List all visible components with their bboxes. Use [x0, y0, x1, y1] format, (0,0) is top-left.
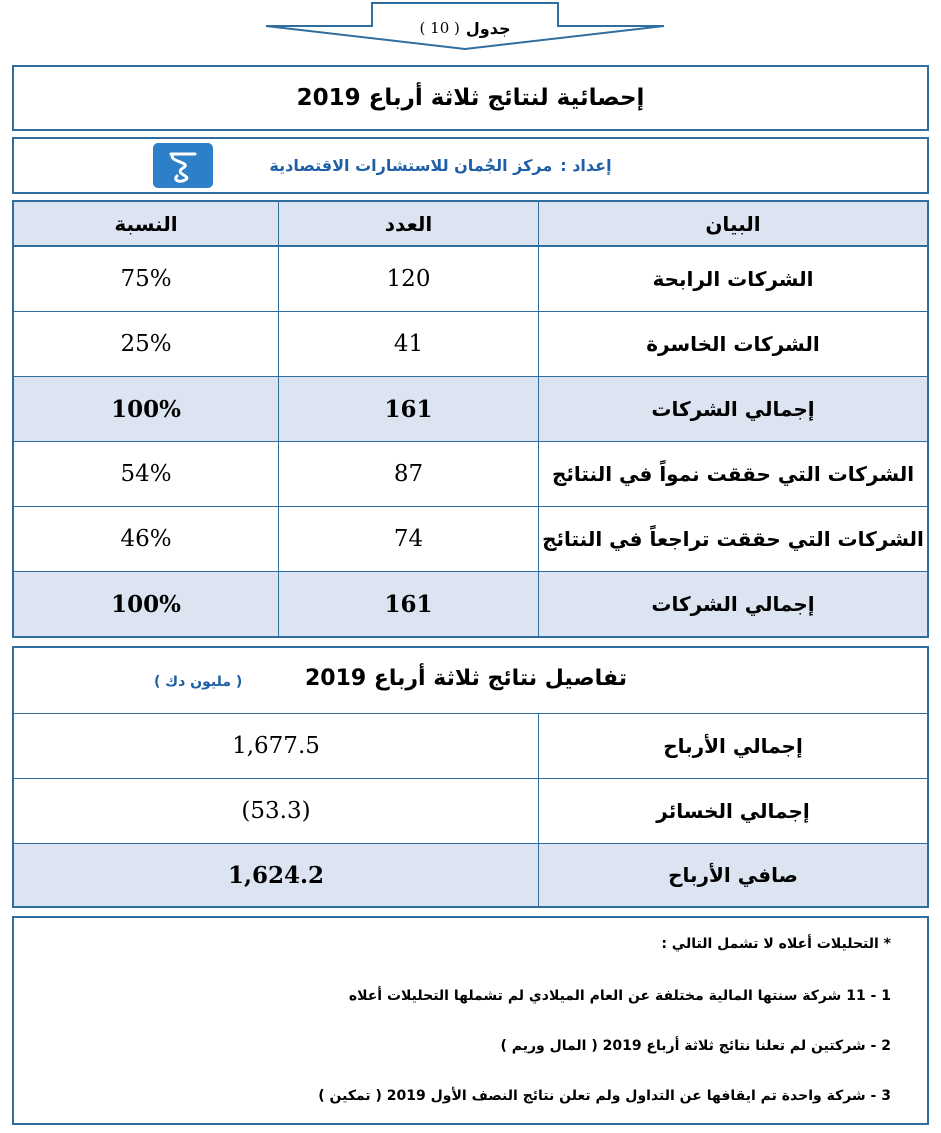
row-count-cell	[278, 571, 539, 637]
row-value: 1,624.2	[227, 861, 325, 889]
logo-mark-icon	[163, 148, 203, 184]
row-item: إجمالي الخسائر	[656, 799, 810, 823]
row-count-cell	[278, 506, 539, 572]
table-number-value: ( 10 )	[419, 19, 460, 37]
row-count-cell	[278, 246, 539, 312]
row-item: إجمالي الأرباح	[663, 734, 803, 758]
row-ratio: 25%	[120, 331, 172, 357]
table-row	[538, 311, 928, 377]
row-item: الشركات التي حققت نمواً في النتائج	[551, 462, 915, 486]
row-ratio-cell	[13, 376, 279, 442]
row-ratio: 46%	[120, 526, 172, 552]
table-row-total	[538, 571, 928, 637]
notes-box	[12, 916, 929, 1125]
header-ratio-label: النسبة	[114, 211, 178, 236]
logo	[153, 143, 213, 188]
table-row-total	[538, 843, 928, 907]
row-value-cell	[13, 778, 539, 844]
header-item	[538, 201, 928, 246]
table-row	[538, 441, 928, 507]
row-ratio-cell	[13, 506, 279, 572]
row-count: 161	[384, 590, 433, 618]
table-row	[538, 713, 928, 779]
row-count: 74	[393, 526, 424, 552]
row-ratio-cell	[13, 441, 279, 507]
stats-table	[12, 200, 929, 638]
row-count: 41	[393, 331, 424, 357]
header-item-label: البيان	[705, 211, 761, 236]
row-ratio: 54%	[120, 461, 172, 487]
credit-prefix: إعداد :	[560, 156, 612, 175]
details-title: تفاصيل نتائج ثلاثة أرباع 2019	[304, 666, 627, 691]
credit-box	[12, 137, 929, 194]
row-value-cell	[13, 843, 539, 907]
details-unit: ( مليون دك )	[154, 674, 243, 690]
note-item-2: 2 - شركتين لم تعلنا نتائج ثلاثة أرباع 2019 ( المال وريم )	[500, 1038, 891, 1054]
row-value: (53.3)	[241, 798, 311, 824]
table-row-total	[538, 376, 928, 442]
row-item: الشركات الرابحة	[652, 267, 814, 291]
row-count: 120	[386, 266, 431, 292]
notes-heading: * التحليلات أعلاه لا تشمل التالي :	[661, 936, 891, 952]
title-box	[12, 65, 929, 131]
row-item: إجمالي الشركات	[651, 397, 815, 421]
row-count-cell	[278, 311, 539, 377]
table-row	[538, 246, 928, 312]
note-item-1: 1 - 11 شركة سنتها المالية مختلفة عن العام الميلادي لم تشملها التحليلات أعلاه	[348, 988, 891, 1004]
row-value: 1,677.5	[232, 733, 320, 759]
row-item: صافي الأرباح	[668, 863, 798, 887]
row-item: إجمالي الشركات	[651, 592, 815, 616]
details-table	[12, 646, 929, 908]
table-number-label: جدول	[465, 18, 511, 38]
row-ratio-cell	[13, 311, 279, 377]
row-ratio: 75%	[120, 266, 172, 292]
table-row	[538, 778, 928, 844]
table-number-badge	[372, 14, 558, 42]
row-value-cell	[13, 713, 539, 779]
details-header	[13, 647, 928, 714]
header-count	[278, 201, 539, 246]
note-item-3: 3 - شركة واحدة تم ايقافها عن التداول ولم تعلن نتائج النصف الأول 2019 ( تمكين )	[318, 1088, 891, 1104]
header-count-label: العدد	[384, 211, 433, 236]
row-count: 87	[393, 461, 424, 487]
row-count-cell	[278, 441, 539, 507]
row-ratio-cell	[13, 246, 279, 312]
table-row	[538, 506, 928, 572]
row-item: الشركات الخاسرة	[646, 332, 820, 356]
row-ratio: 100%	[111, 590, 181, 618]
credit-org: مركز الجُمان للاستشارات الاقتصادية	[269, 156, 553, 175]
row-ratio-cell	[13, 571, 279, 637]
row-count-cell	[278, 376, 539, 442]
page-title: إحصائية لنتائج ثلاثة أرباع 2019	[296, 85, 645, 111]
header-ratio	[13, 201, 279, 246]
row-item: الشركات التي حققت تراجعاً في النتائج	[542, 527, 924, 551]
row-count: 161	[384, 395, 433, 423]
credit-text	[14, 139, 927, 192]
row-ratio: 100%	[111, 395, 181, 423]
